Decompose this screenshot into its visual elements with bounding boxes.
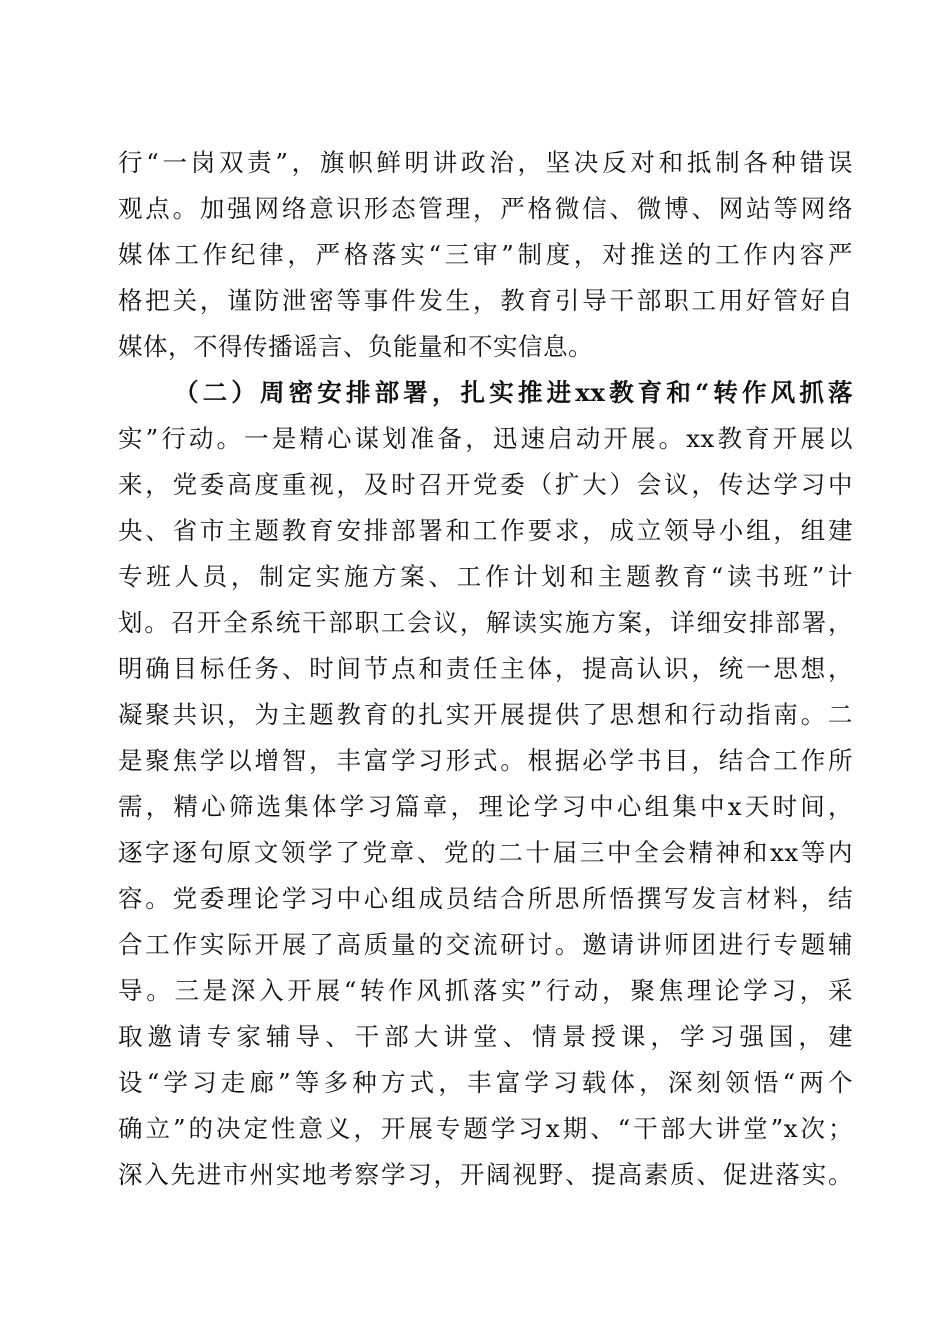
body-text-line: 专班人员，制定实施方案、工作计划和主题教育“读书班”计 [118, 562, 853, 591]
body-text-line: 深入先进市州实地考察学习，开阔视野、提高素质、促进落实。 [118, 1160, 853, 1189]
body-text-line: 媒体，不得传播谣言、负能量和不实信息。 [118, 332, 593, 361]
body-text-line: 明确目标任务、时间节点和责任主体，提高认识，统一思想， [118, 654, 853, 683]
body-text-line: 设“学习走廊”等多种方式，丰富学习载体，深刻领悟“两个 [118, 1068, 853, 1097]
body-text-line: 容。党委理论学习中心组成员结合所思所悟撰写发言材料，结 [118, 884, 853, 913]
body-text-line: 需，精心筛选集体学习篇章，理论学习中心组集中x天时间， [118, 792, 853, 821]
body-text-line: 央、省市主题教育安排部署和工作要求，成立领导小组，组建 [118, 516, 853, 545]
body-text-line: 合工作实际开展了高质量的交流研讨。邀请讲师团进行专题辅 [118, 930, 853, 959]
body-text-line: 导。三是深入开展“转作风抓落实”行动，聚焦理论学习，采 [118, 976, 853, 1005]
body-text-line: 实”行动。一是精心谋划准备，迅速启动开展。xx教育开展以 [118, 424, 853, 453]
body-text-line: 观点。加强网络意识形态管理，严格微信、微博、网站等网络 [118, 194, 853, 223]
body-text-line: 取邀请专家辅导、干部大讲堂、情景授课，学习强国，建 [118, 1022, 853, 1051]
body-text-line: 划。召开全系统干部职工会议，解读实施方案，详细安排部署， [118, 608, 853, 637]
body-text-line: 媒体工作纪律，严格落实“三审”制度，对推送的工作内容严 [118, 240, 853, 269]
body-text-line: 逐字逐句原文领学了党章、党的二十届三中全会精神和xx等内 [118, 838, 853, 867]
body-text-line: 来，党委高度重视，及时召开党委（扩大）会议，传达学习中 [118, 470, 853, 499]
section-heading-line: （二）周密安排部署，扎实推进xx教育和“转作风抓落 [174, 378, 853, 407]
body-text-line: 是聚焦学以增智，丰富学习形式。根据必学书目，结合工作所 [118, 746, 853, 775]
body-text-line: 格把关，谨防泄密等事件发生，教育引导干部职工用好管好自 [118, 286, 853, 315]
body-text-line: 确立”的决定性意义，开展专题学习x期、“干部大讲堂”x次； [118, 1114, 853, 1143]
body-text-line: 凝聚共识，为主题教育的扎实开展提供了思想和行动指南。二 [118, 700, 853, 729]
body-text-line: 行“一岗双责”，旗帜鲜明讲政治，坚决反对和抵制各种错误 [118, 148, 853, 177]
